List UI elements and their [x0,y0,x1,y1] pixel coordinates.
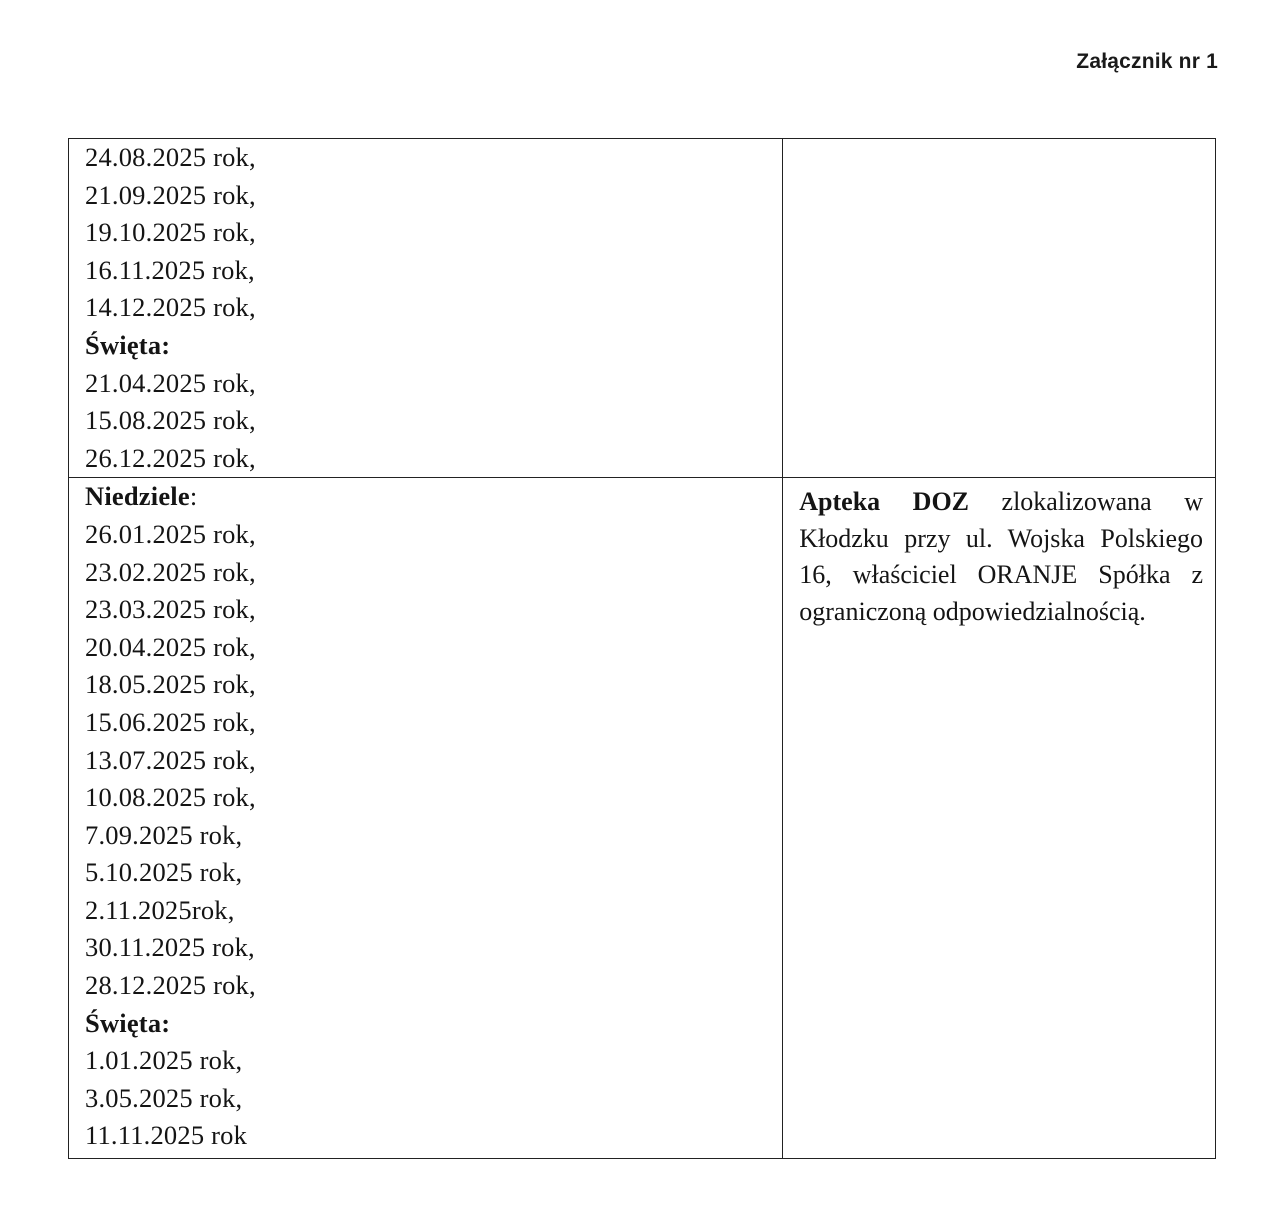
date-line: 10.08.2025 rok, [85,782,256,813]
section-heading: Święta: [85,1007,171,1038]
date-line: 23.02.2025 rok, [85,556,256,587]
date-line: 3.05.2025 rok, [85,1082,243,1113]
pharmacy-details: zlokalizowana w Kłodzku przy ul. Wojska Polskiego 16, właściciel ORANJE Spółka z ograniczoną odpowiedzialnością. [799,487,1203,626]
date-line: 14.12.2025 rok, [85,292,256,323]
date-line: 19.10.2025 rok, [85,217,256,248]
date-line: 13.07.2025 rok, [85,744,256,775]
pharmacy-description [783,478,1215,630]
date-line: 5.10.2025 rok, [85,857,243,888]
dates-cell [69,139,783,478]
date-line: 11.11.2025 rok [85,1120,248,1151]
table-row [69,139,1216,478]
annex-label: Załącznik nr 1 [1076,50,1218,73]
date-line: 26.12.2025 rok, [85,442,256,473]
date-line: 30.11.2025 rok, [85,932,255,963]
date-line: 1.01.2025 rok, [85,1045,243,1076]
dates-cell [69,478,783,1159]
date-line: 21.09.2025 rok, [85,179,256,210]
date-line: 7.09.2025 rok, [85,819,243,850]
date-line: 20.04.2025 rok, [85,631,256,662]
schedule-table [68,138,1216,1159]
date-line: 21.04.2025 rok, [85,367,256,398]
table-row [69,478,1216,1159]
dates-list [69,478,782,1155]
date-line: 28.12.2025 rok, [85,970,256,1001]
dates-list [69,139,782,477]
date-line: 26.01.2025 rok, [85,518,256,549]
pharmacy-cell [783,478,1216,1159]
pharmacy-cell-empty [783,139,1216,478]
date-line: 15.06.2025 rok, [85,706,256,737]
date-line: 24.08.2025 rok, [85,142,256,172]
date-line: 16.11.2025 rok, [85,254,255,285]
pharmacy-name: Apteka DOZ [799,487,970,517]
date-line: 2.11.2025rok, [85,894,235,925]
date-line: 15.08.2025 rok, [85,405,256,436]
section-heading: Święta: [85,329,171,360]
date-line: 23.03.2025 rok, [85,594,256,625]
section-heading: Niedziele: [85,481,198,512]
date-line: 18.05.2025 rok, [85,669,256,700]
